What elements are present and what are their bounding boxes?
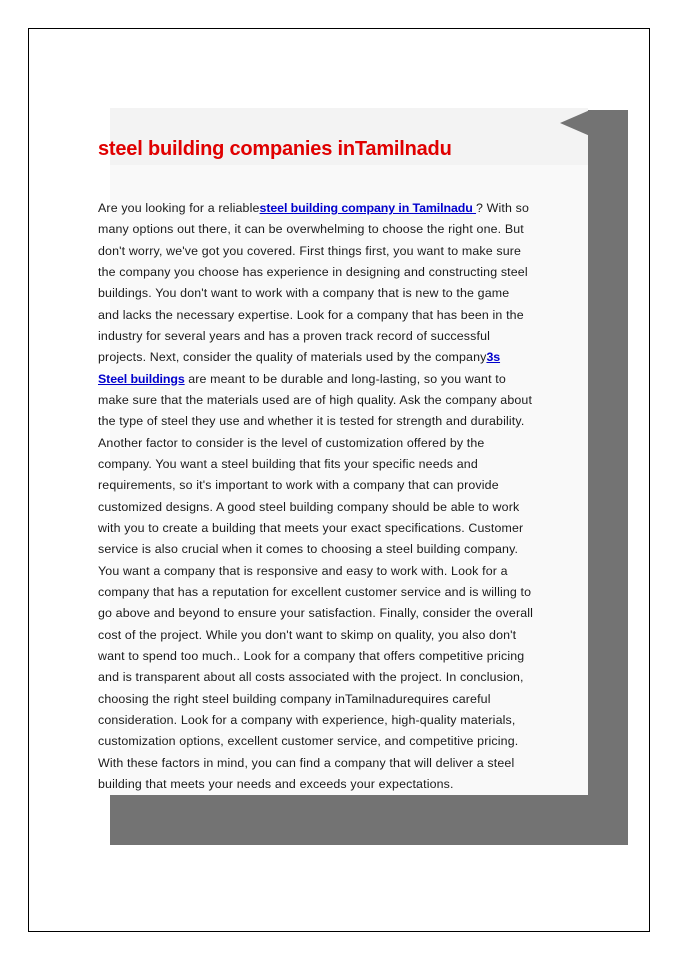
text-segment: and is transparent about all costs associated with the project. In conclusion,: [98, 670, 524, 685]
text-line: [98, 454, 533, 475]
text-segment: want to spend too much.. Look for a company that offers competitive pricing: [98, 648, 525, 663]
text-line: [98, 625, 533, 646]
text-line: [98, 689, 533, 710]
text-segment: the company you choose has experience in designing and constructing steel: [98, 264, 528, 279]
text-segment: customized designs. A good steel building company should be able to work: [98, 499, 520, 514]
text-line: [98, 262, 533, 283]
text-segment: building that meets your needs and exceeds your expectations.: [98, 776, 454, 791]
text-line: [98, 347, 533, 368]
text-segment: company. You want a steel building that fits your specific needs and: [98, 456, 478, 471]
text-line: [98, 753, 533, 774]
text-segment: industry for several years and has a proven track record of successful: [98, 328, 491, 343]
text-line: [98, 539, 533, 560]
text-segment: company that has a reputation for excellent customer service and is willing to: [98, 584, 532, 599]
text-line: [98, 241, 533, 262]
text-line: [98, 603, 533, 624]
text-segment: ? With so: [476, 201, 530, 215]
text-line: [98, 710, 533, 731]
decorative-side-bar: [588, 110, 628, 845]
text-segment: with you to create a building that meets your exact specifications. Customer: [98, 520, 524, 535]
text-segment: go above and beyond to ensure your satisfaction. Finally, consider the overall: [98, 606, 534, 621]
text-segment: Another factor to consider is the level of customization offered by the: [98, 435, 485, 450]
text-line: [98, 475, 533, 496]
text-line: [98, 518, 533, 539]
text-line: [98, 646, 533, 667]
text-line: [98, 582, 533, 603]
text-segment: consideration. Look for a company with experience, high-quality materials,: [98, 712, 516, 727]
text-segment: With these factors in mind, you can find a company that will deliver a steel: [98, 755, 515, 770]
text-line: [98, 369, 533, 390]
page-title: steel building companies inTamilnadu: [98, 138, 452, 160]
text-line: [98, 283, 533, 304]
article-body: [98, 198, 533, 795]
text-line: [98, 731, 533, 752]
text-segment: and lacks the necessary expertise. Look for a company that has been in the: [98, 307, 524, 322]
text-line: [98, 390, 533, 411]
text-line: [98, 433, 533, 454]
text-line: [98, 198, 533, 219]
text-segment: You want a company that is responsive and easy to work with. Look for a: [98, 563, 508, 578]
text-segment: customization options, excellent customer service, and competitive pricing.: [98, 734, 519, 749]
text-line: [98, 667, 533, 688]
text-line: [98, 326, 533, 347]
text-segment: buildings. You don't want to work with a company that is new to the game: [98, 286, 510, 301]
article-link[interactable]: 3s: [486, 350, 501, 365]
text-line: [98, 305, 533, 326]
article-link[interactable]: steel building company in Tamilnadu: [259, 201, 477, 215]
text-segment: choosing the right steel building company inTamilnadurequires careful: [98, 691, 491, 706]
text-segment: projects. Next, consider the quality of materials used by the company: [98, 350, 487, 365]
text-line: [98, 497, 533, 518]
text-line: [98, 219, 533, 240]
decorative-notch-fill: [590, 110, 602, 136]
text-line: [98, 774, 533, 795]
text-segment: service is also crucial when it comes to choosing a steel building company.: [98, 542, 519, 557]
text-segment: make sure that the materials used are of high quality. Ask the company about: [98, 392, 533, 407]
decorative-notch: [560, 110, 590, 136]
text-segment: many options out there, it can be overwhelming to choose the right one. But: [98, 222, 524, 237]
text-segment: requirements, so it's important to work with a company that can provide: [98, 478, 499, 493]
decorative-bottom-bar: [110, 795, 628, 845]
text-segment: are meant to be durable and long-lasting, so you want to: [184, 371, 506, 386]
text-line: [98, 561, 533, 582]
text-segment: the type of steel they use and whether it is tested for strength and durability.: [98, 414, 525, 429]
text-segment: Are you looking for a reliable: [98, 201, 260, 215]
article-link[interactable]: Steel buildings: [98, 371, 185, 386]
text-line: [98, 411, 533, 432]
text-segment: cost of the project. While you don't want to skimp on quality, you also don't: [98, 627, 517, 642]
text-segment: don't worry, we've got you covered. First things first, you want to make sure: [98, 243, 522, 258]
